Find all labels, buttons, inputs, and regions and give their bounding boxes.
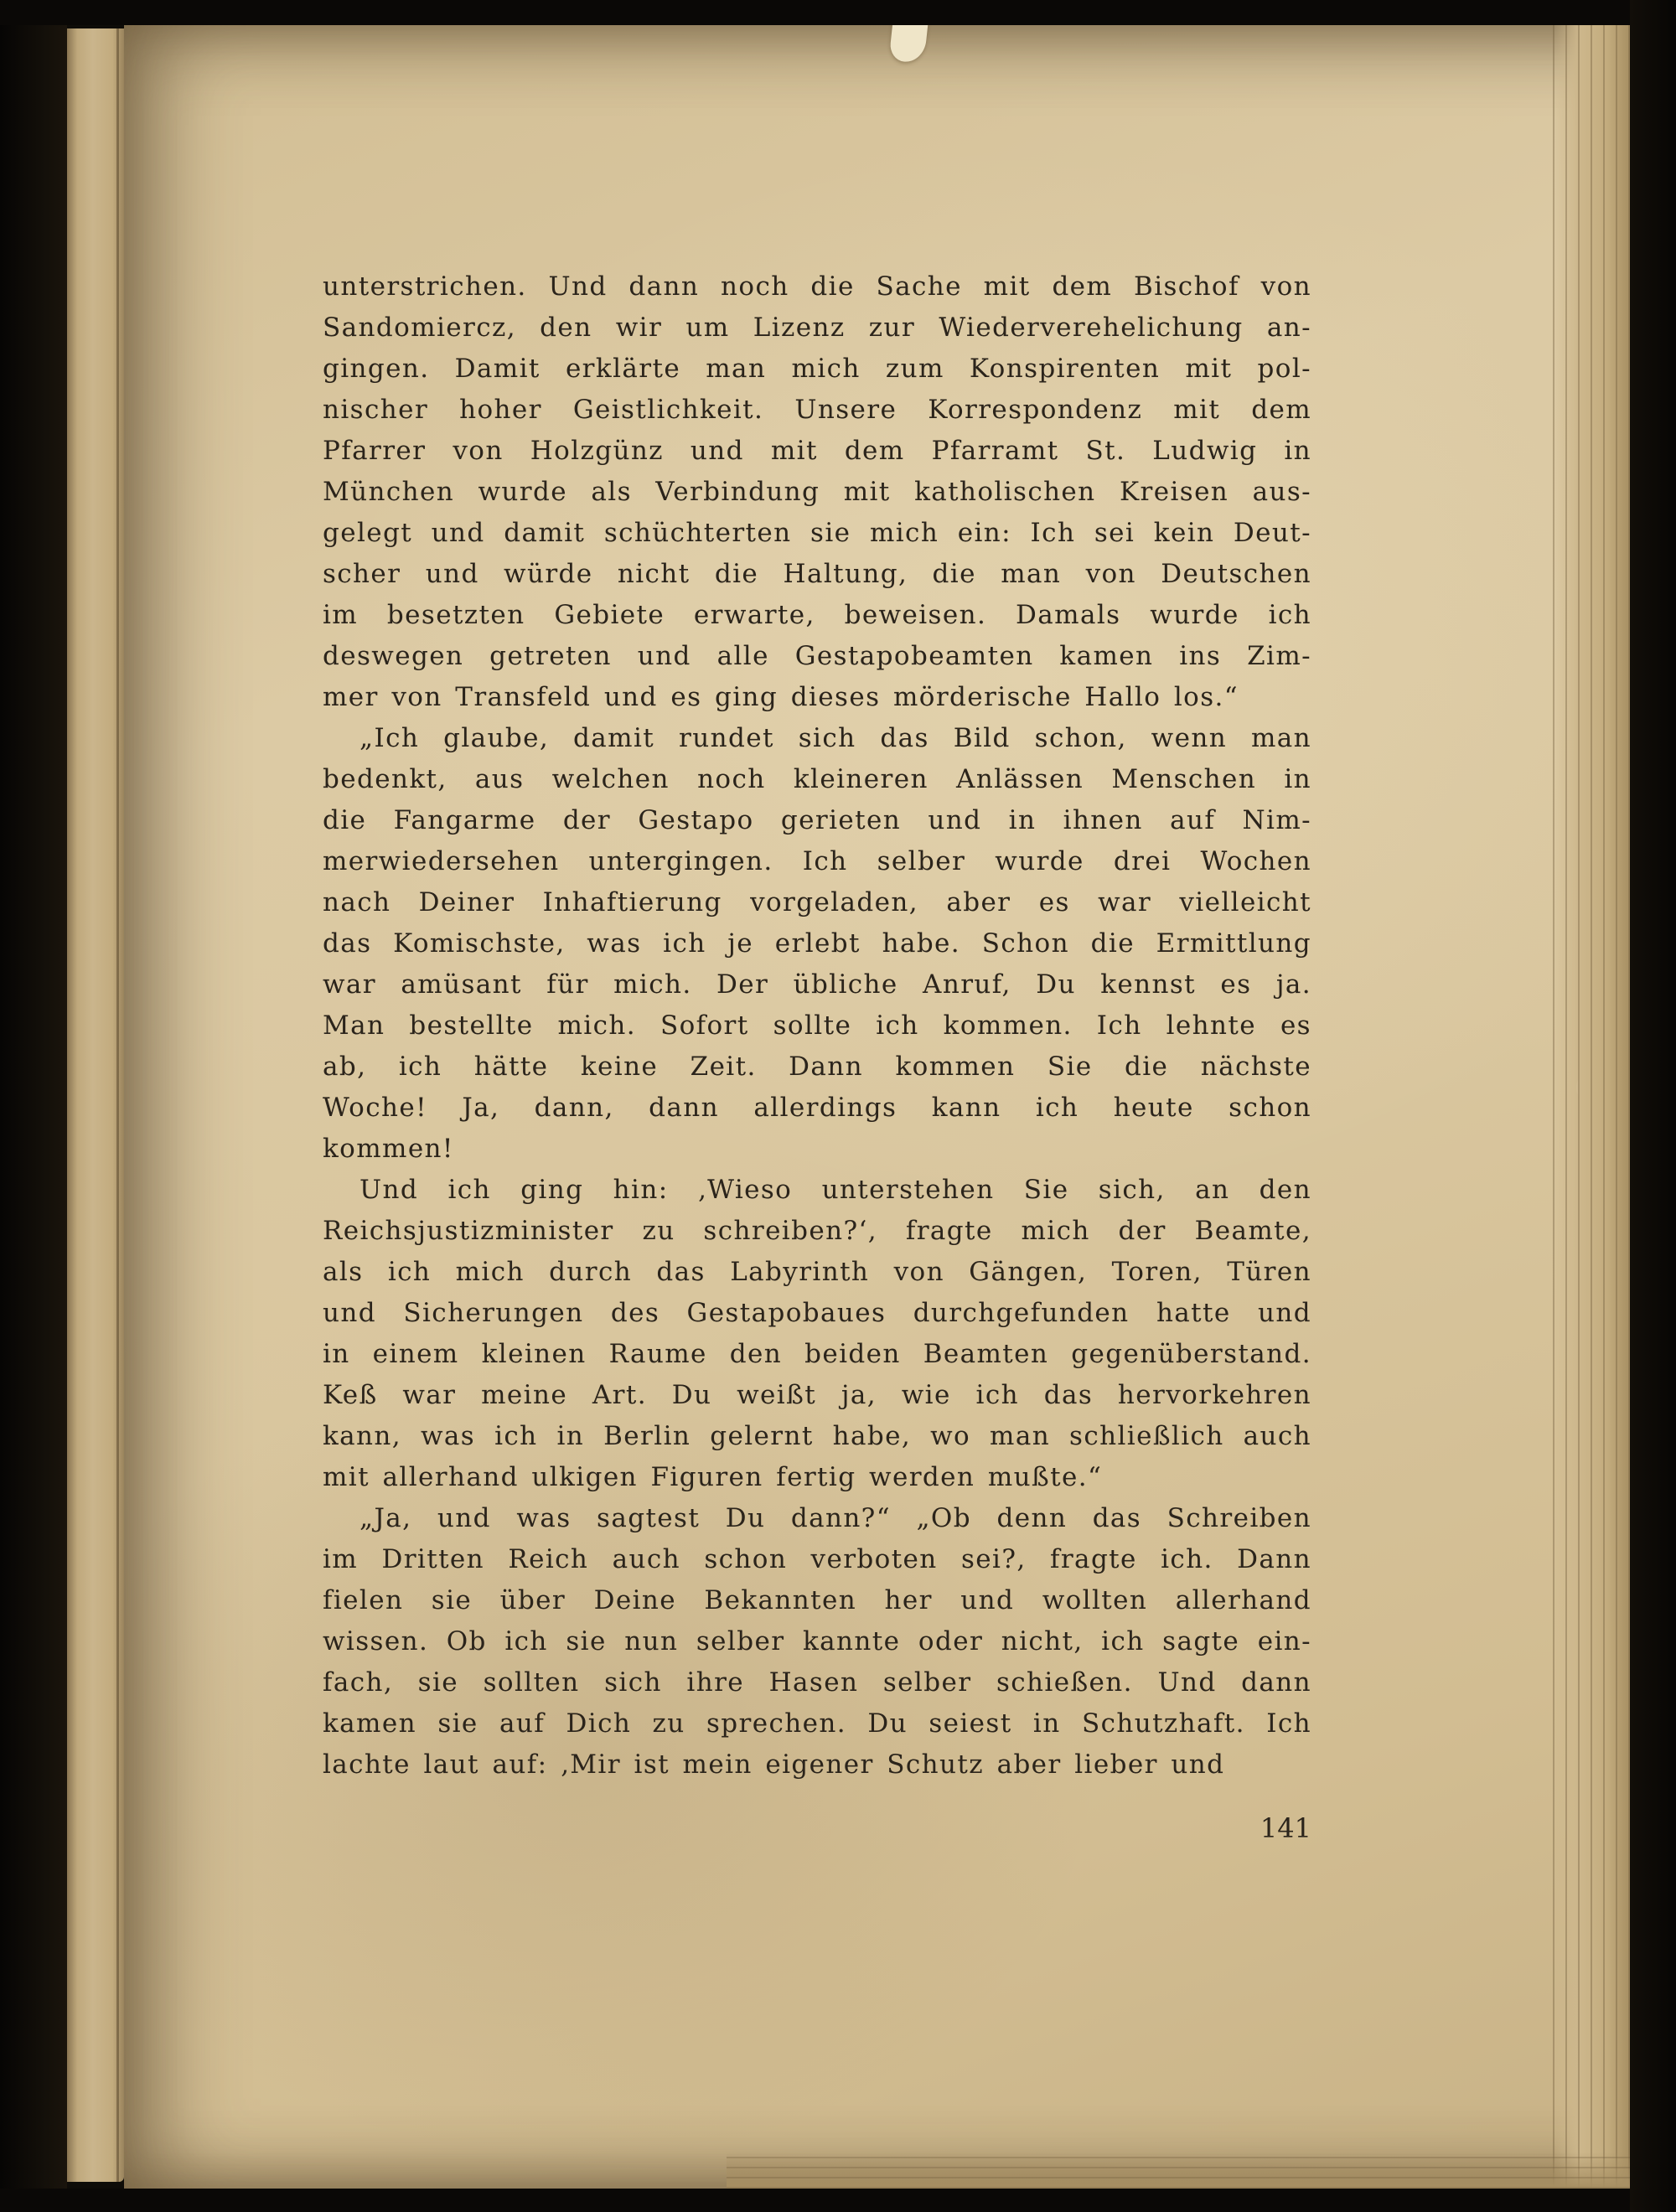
paragraph [323, 266, 1311, 718]
text-line: kommen! [323, 1134, 454, 1164]
paragraph [323, 718, 1311, 1170]
text-line: merwiedersehen untergingen. Ich selber wurde drei Wochen [323, 846, 1311, 876]
text-line: kamen sie auf Dich zu sprechen. Du seiest in Schutzhaft. Ich [323, 1708, 1311, 1739]
paragraph [323, 1170, 1311, 1498]
text-line: im besetzten Gebiete erwarte, beweisen. Damals wurde ich [323, 600, 1311, 630]
text-line: fach, sie sollten sich ihre Hasen selber schießen. Und dann [323, 1667, 1311, 1698]
previous-page-edge [67, 28, 124, 2182]
text-line: nischer hoher Geistlichkeit. Unsere Korrespondenz mit dem [323, 395, 1311, 425]
text-line: Und ich ging hin: ‚Wieso unterstehen Sie sich, an den [360, 1175, 1311, 1205]
text-line: Reichsjustizminister zu schreiben?‘, fragte mich der Beamte, [323, 1216, 1311, 1246]
text-line: scher und würde nicht die Haltung, die man von Deutschen [323, 559, 1311, 589]
text-line: ab, ich hätte keine Zeit. Dann kommen Sie die nächste [323, 1052, 1311, 1082]
text-line: kann, was ich in Berlin gelernt habe, wo man schließlich auch [323, 1421, 1311, 1451]
text-line: Man bestellte mich. Sofort sollte ich kommen. Ich lehnte es [323, 1010, 1311, 1041]
text-line: nach Deiner Inhaftierung vorgeladen, aber es war vielleicht [323, 887, 1311, 917]
text-line: Keß war meine Art. Du weißt ja, wie ich das hervorkehren [323, 1380, 1311, 1410]
text-line: mit allerhand ulkigen Figuren fertig werden mußte.“ [323, 1462, 1103, 1492]
text-line: die Fangarme der Gestapo gerieten und in ihnen auf Nim- [323, 805, 1311, 835]
page-edges-right [1553, 25, 1630, 2189]
text-line: „Ich glaube, damit rundet sich das Bild schon, wenn man [360, 723, 1311, 753]
scan-border-right [1630, 0, 1676, 2212]
text-line: im Dritten Reich auch schon verboten sei?, fragte ich. Dann [323, 1544, 1311, 1574]
text-line: „Ja, und was sagtest Du dann?“ „Ob denn das Schreiben [360, 1503, 1311, 1533]
text-line: wissen. Ob ich sie nun selber kannte oder nicht, ich sagte ein- [323, 1626, 1311, 1656]
page-text [323, 266, 1311, 1786]
text-line: das Komischste, was ich je erlebt habe. Schon die Ermittlung [323, 928, 1311, 959]
paper-tear [889, 20, 929, 64]
page-edges-bottom [727, 2150, 1630, 2189]
paragraph [323, 1498, 1311, 1786]
text-line: gingen. Damit erklärte man mich zum Konspirenten mit pol- [323, 354, 1311, 384]
text-line: lachte laut auf: ‚Mir ist mein eigener Schutz aber lieber und [323, 1749, 1225, 1780]
text-line: war amüsant für mich. Der übliche Anruf, Du kennst es ja. [323, 969, 1311, 1000]
book-page [124, 25, 1630, 2189]
text-line: Woche! Ja, dann, dann allerdings kann ich heute schon [323, 1093, 1311, 1123]
text-line: München wurde als Verbindung mit katholischen Kreisen aus- [323, 477, 1311, 507]
text-line: Sandomiercz, den wir um Lizenz zur Wiederverehelichung an- [323, 313, 1311, 343]
text-line: unterstrichen. Und dann noch die Sache mit dem Bischof von [323, 271, 1311, 302]
text-line: mer von Transfeld und es ging dieses mörderische Hallo los.“ [323, 682, 1239, 712]
text-line: Pfarrer von Holzgünz und mit dem Pfarramt St. Ludwig in [323, 436, 1311, 466]
book-spine [0, 0, 67, 2212]
page-number: 141 [1260, 1812, 1311, 1844]
text-line: als ich mich durch das Labyrinth von Gängen, Toren, Türen [323, 1257, 1311, 1287]
text-line: gelegt und damit schüchterten sie mich ein: Ich sei kein Deut- [323, 518, 1311, 548]
text-line: und Sicherungen des Gestapobaues durchgefunden hatte und [323, 1298, 1311, 1328]
text-line: in einem kleinen Raume den beiden Beamten gegenüberstand. [323, 1339, 1311, 1369]
scan-border-bottom [0, 2189, 1676, 2212]
text-line: deswegen getreten und alle Gestapobeamten kamen ins Zim- [323, 641, 1311, 671]
text-line: fielen sie über Deine Bekannten her und wollten allerhand [323, 1585, 1311, 1615]
scan-border-top [0, 0, 1676, 25]
text-line: bedenkt, aus welchen noch kleineren Anlässen Menschen in [323, 764, 1311, 794]
